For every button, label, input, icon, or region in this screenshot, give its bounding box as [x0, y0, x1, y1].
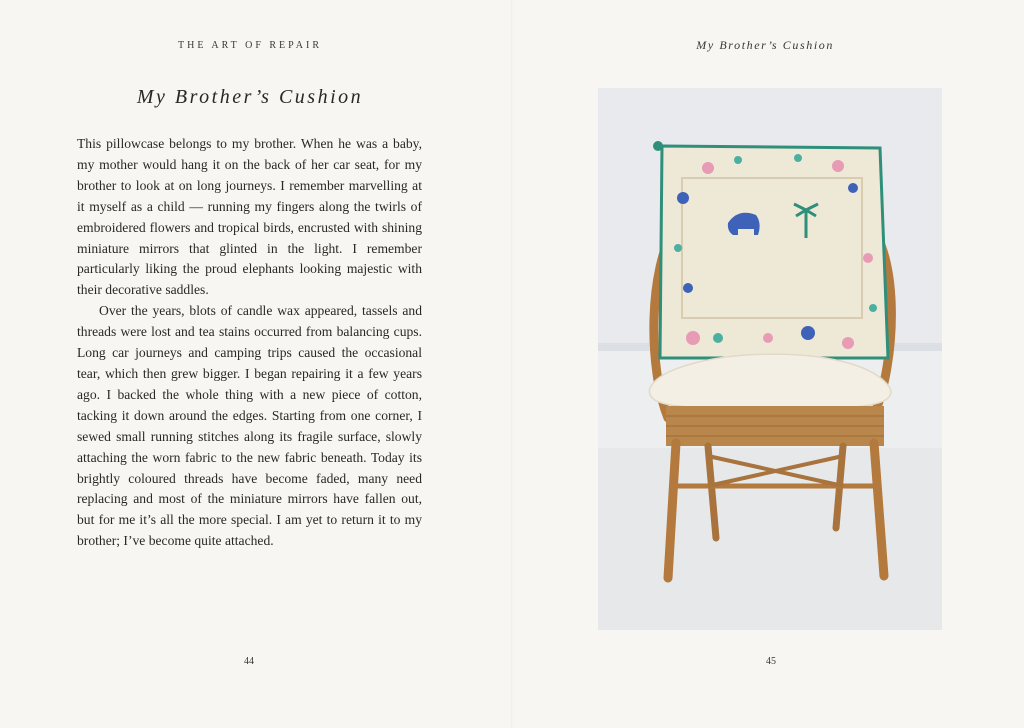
- photo-illustration: [598, 88, 942, 630]
- paragraph: Over the years, blots of candle wax appeared, tassels and threads were lost and tea stains occurred from balancing cups. Long car journeys and camping trips caused the occasional tear, which then grew bigger. I began repairing it a few years ago. I backed the whole thing with a new piece of cotton, tacking it down around the edges. Starting from one corner, I sewed small running stitches along its fragile surface, slowly attaching the worn fabric to the new fabric beneath. Today its brightly coloured threads have become faded, many need replacing and most of the miniature mirrors have fallen out, but for me it’s all the more special. I am yet to return it to my brother; I’ve become quite attached.: [77, 303, 422, 549]
- right-page: [512, 0, 1024, 728]
- body-text: [77, 134, 422, 552]
- page-number: 45: [766, 656, 776, 667]
- running-head: THE ART OF REPAIR: [178, 40, 323, 51]
- paragraph: This pillowcase belongs to my brother. When he was a baby, my mother would hang it on the back of her car seat, for my brother to look at on long journeys. I remember marvelling at it myself as a child — running my fingers along the twirls of embroidered flowers and tropical birds, encrusted with shining miniature mirrors that glinted in the light. I remember particularly liking the proud elephants looking majestic with their decorative saddles.: [77, 136, 422, 298]
- cushion-on-chair-photo: [598, 88, 942, 630]
- page-number: 44: [244, 656, 254, 667]
- embroidered-cushion: [653, 141, 888, 358]
- chapter-title: My Brother’s Cushion: [136, 86, 364, 108]
- running-head: My Brother’s Cushion: [696, 38, 834, 52]
